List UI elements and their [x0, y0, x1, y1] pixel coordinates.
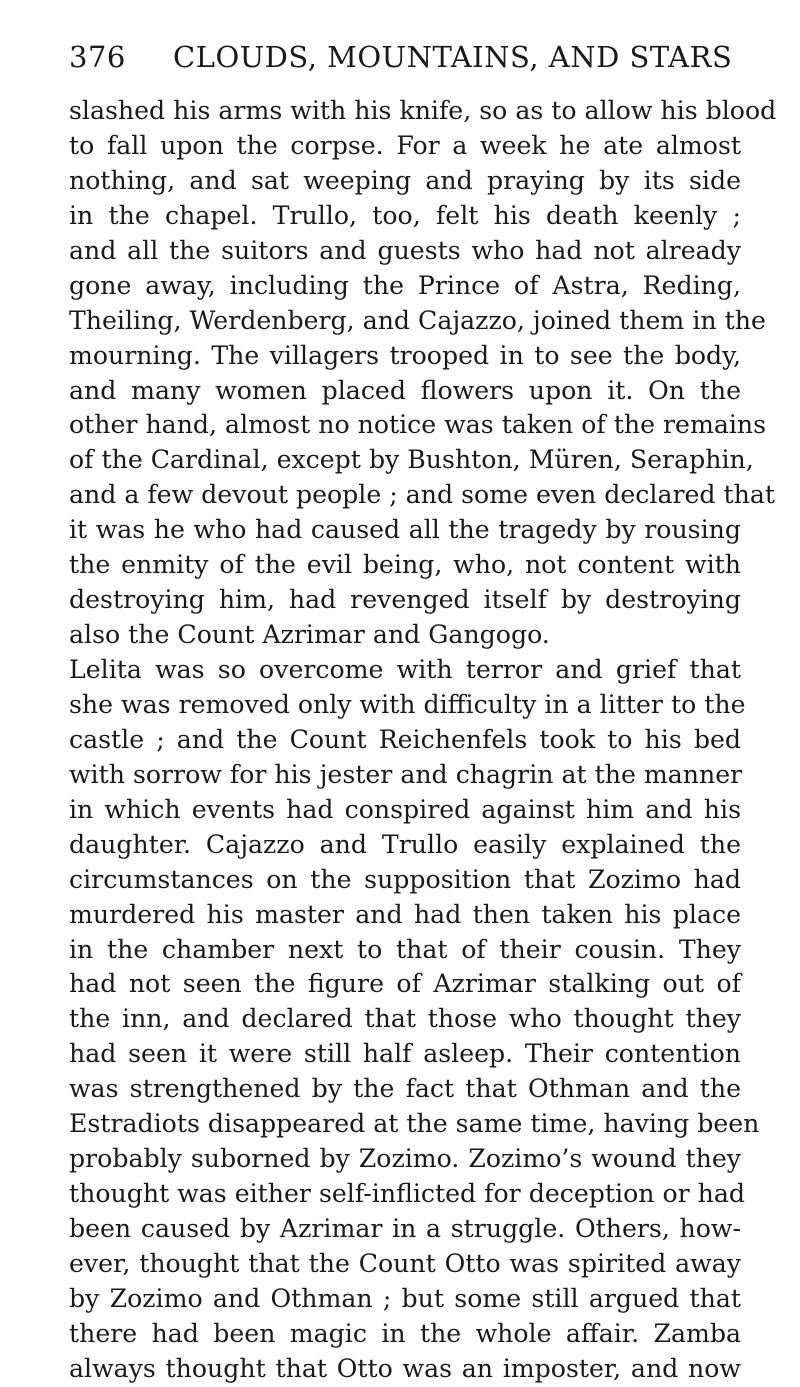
text-line: Theiling, Werdenberg, and Cajazzo, joined them in the	[69, 305, 766, 335]
text-line: the enmity of the evil being, who, not content with	[69, 550, 741, 580]
text-line: the inn, and declared that those who thought they	[69, 1004, 741, 1034]
text-line: murdered his master and had then taken his place	[69, 899, 741, 929]
text-line: always thought that Otto was an imposter, and now	[69, 1353, 741, 1383]
text-line: nothing, and sat weeping and praying by its side	[69, 165, 741, 195]
text-line: ever, thought that the Count Otto was spirited away	[69, 1248, 741, 1278]
text-line: was strengthened by the fact that Othman and the	[69, 1074, 741, 1104]
text-line: she was removed only with difficulty in a litter to the	[69, 689, 746, 719]
text-line: been caused by Azrimar in a struggle. Others, how-	[69, 1214, 741, 1243]
running-head	[69, 40, 741, 88]
text-line: castle ; and the Count Reichenfels took to his bed	[69, 724, 741, 754]
text-line: and all the suitors and guests who had not already	[69, 235, 741, 265]
text-line: gone away, including the Prince of Astra, Reding,	[69, 270, 741, 300]
text-line: also the Count Azrimar and Gangogo.	[69, 620, 550, 650]
text-line: circumstances on the supposition that Zozimo had	[69, 864, 741, 894]
text-line: probably suborned by Zozimo. Zozimo’s wound they	[69, 1144, 741, 1174]
text-line: thought was either self-inflicted for deception or had	[69, 1179, 746, 1209]
text-line: had seen it were still half asleep. Their contention	[69, 1039, 741, 1069]
text-line: by Zozimo and Othman ; but some still argued that	[69, 1283, 741, 1313]
text-line: of the Cardinal, except by Bushton, Müren, Seraphin,	[69, 445, 754, 475]
text-line: in the chapel. Trullo, too, felt his death keenly ;	[69, 200, 741, 230]
text-line: it was he who had caused all the tragedy by rousing	[69, 515, 741, 545]
text-line: Lelita was so overcome with terror and grief that	[69, 655, 741, 684]
running-title: CLOUDS, MOUNTAINS, AND STARS	[173, 40, 733, 74]
text-line: had not seen the figure of Azrimar stalking out of	[69, 969, 741, 999]
text-line: to fall upon the corpse. For a week he ate almost	[69, 130, 741, 160]
text-line: with sorrow for his jester and chagrin at the manner	[69, 759, 743, 789]
text-line: in which events had conspired against him and his	[69, 794, 741, 824]
text-line: mourning. The villagers trooped in to see the body,	[69, 340, 741, 370]
text-line: slashed his arms with his knife, so as to allow his blood	[69, 96, 777, 125]
body-text	[69, 94, 777, 1387]
text-line: other hand, almost no notice was taken of the remains	[69, 410, 767, 440]
text-line: daughter. Cajazzo and Trullo easily explained the	[69, 829, 741, 859]
text-line: in the chamber next to that of their cousin. They	[69, 934, 741, 964]
book-page	[69, 40, 777, 1387]
text-line: there had been magic in the whole affair. Zamba	[69, 1318, 741, 1348]
text-line: and many women placed flowers upon it. On the	[69, 375, 741, 405]
text-line: Estradiots disappeared at the same time, having been	[69, 1109, 760, 1139]
text-line: and a few devout people ; and some even declared that	[69, 480, 776, 510]
page-number: 376	[69, 40, 126, 74]
text-line: destroying him, had revenged itself by destroying	[69, 585, 741, 615]
